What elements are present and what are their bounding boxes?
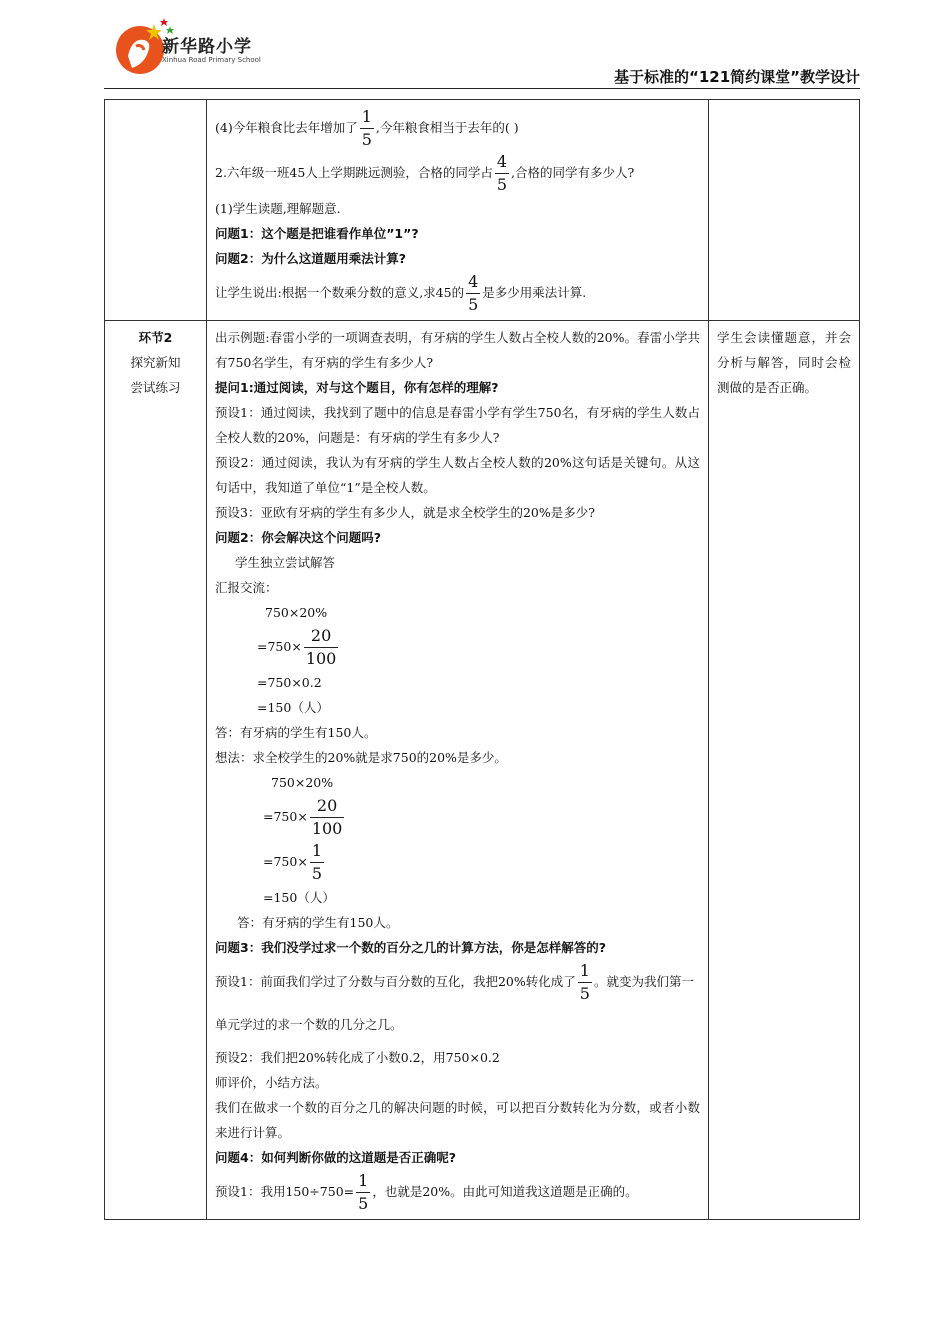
table-row [105,100,860,321]
page-header [104,14,860,90]
document-title: 基于标准的“121简约课堂”教学设计 [613,68,860,86]
calc-line: =150（人） [257,700,329,715]
preset-1: 预设1：我用150÷750= $\frac{1}{5}$ ，也就是20%。由此可知道我这道题是正确的。 [215,1171,638,1213]
preset-3: 预设3：亚欧有牙病的学生有多少人，就是求全校学生的20%是多少? [215,505,595,520]
calc-line: 750×20% [271,775,334,790]
question-2: 问题2：为什么这道题用乘法计算? [215,251,406,266]
calc-line: =750× $\frac{20}{100}$ [263,796,343,838]
calc-line: =750×0.2 [257,675,322,690]
fraction: $\frac{1}{5}$ [579,961,590,1003]
stage-cell [105,321,207,1220]
stage-cell-empty [105,100,207,321]
explanation: 让学生说出:根据一个数乘分数的意义,求45的 $\frac{4}{5}$ 是多少用乘法计算. [215,272,587,314]
method-summary: 我们在做求一个数的百分之几的解决问题的时候，可以把百分数转化为分数，或者小数来进行计算。 [215,1100,700,1140]
read-step: (1)学生读题,理解题意. [215,201,341,216]
fraction: $\frac{20}{100}$ [305,626,337,668]
student-goal-note: 学生会读懂题意，并会分析与解答，同时会检测做的是否正确。 [717,330,851,395]
calc-line: =750× $\frac{1}{5}$ [263,841,322,883]
report-label: 汇报交流： [215,580,278,595]
teacher-evaluation: 师评价，小结方法。 [215,1075,328,1090]
answer: 答：有牙病的学生有150人。 [237,915,399,930]
calc-line: =150（人） [263,890,335,905]
stage-name: 探究新知 [130,355,181,370]
lesson-table [104,99,860,1220]
question-3: 问题3：我们没学过求一个数的百分之几的计算方法，你是怎样解答的? [215,940,606,955]
fraction: $\frac{20}{100}$ [311,796,343,838]
table-row [105,321,860,1220]
fraction: $\frac{1}{5}$ [358,1171,369,1213]
preset-2: 预设2：通过阅读，我认为有牙病的学生人数占全校人数的20%这句话是关键句。从这句话中，我知道了单位“1”是全校人数。 [215,455,700,495]
header-rule [104,88,860,89]
content-cell [207,321,709,1220]
note-cell-empty [709,100,860,321]
school-name-en: Xinhua Road Primary School [162,56,261,64]
thinking: 想法：求全校学生的20%就是求750的20%是多少。 [215,750,507,765]
fraction: $\frac{1}{5}$ [361,107,372,149]
problem-2: 2.六年级一班45人上学期跳远测验，合格的同学占 $\frac{4}{5}$ ,合格的同学有多少人? [215,152,635,194]
fraction: $\frac{4}{5}$ [496,152,508,194]
content-cell [207,100,709,321]
question-2: 问题2：你会解决这个问题吗? [215,530,381,545]
preset-1: 预设1：通过阅读，我找到了题中的信息是春雷小学有学生750名，有牙病的学生人数占全校人数的20%，问题是：有牙病的学生有多少人? [215,405,700,445]
stage-name: 尝试练习 [130,380,181,395]
note-cell [709,321,860,1220]
question-4: 问题4：如何判断你做的这道题是否正确呢? [215,1150,456,1165]
question-1: 问题1：这个题是把谁看作单位”1”? [215,226,419,241]
preset-2: 预设2：我们把20%转化成了小数0.2，用750×0.2 [215,1050,500,1065]
calc-line: =750× $\frac{20}{100}$ [257,626,337,668]
solo-attempt: 学生独立尝试解答 [235,555,336,570]
school-name: 新华路小学 [162,37,252,57]
example-problem: 出示例题:春雷小学的一项调查表明，有牙病的学生人数占全校人数的20%。春雷小学共有750名学生，有牙病的学生有多少人? [215,330,700,370]
fraction: $\frac{1}{5}$ [311,841,322,883]
stage-label: 环节2 [138,330,173,345]
calc-line: 750×20% [265,605,328,620]
question-4: (4)今年粮食比去年增加了 $\frac{1}{5}$ ,今年粮食相当于去年的( ) [215,107,519,149]
question-1: 提问1:通过阅读，对与这个题目，你有怎样的理解? [215,380,499,395]
preset-1: 预设1：前面我们学过了分数与百分数的互化，我把20%转化成了 $\frac{1}{5}$ 。就变为我们第一单元学过的求一个数的几分之几。 [215,961,694,1032]
answer: 答：有牙病的学生有150人。 [215,725,377,740]
fraction: $\frac{4}{5}$ [468,272,479,314]
